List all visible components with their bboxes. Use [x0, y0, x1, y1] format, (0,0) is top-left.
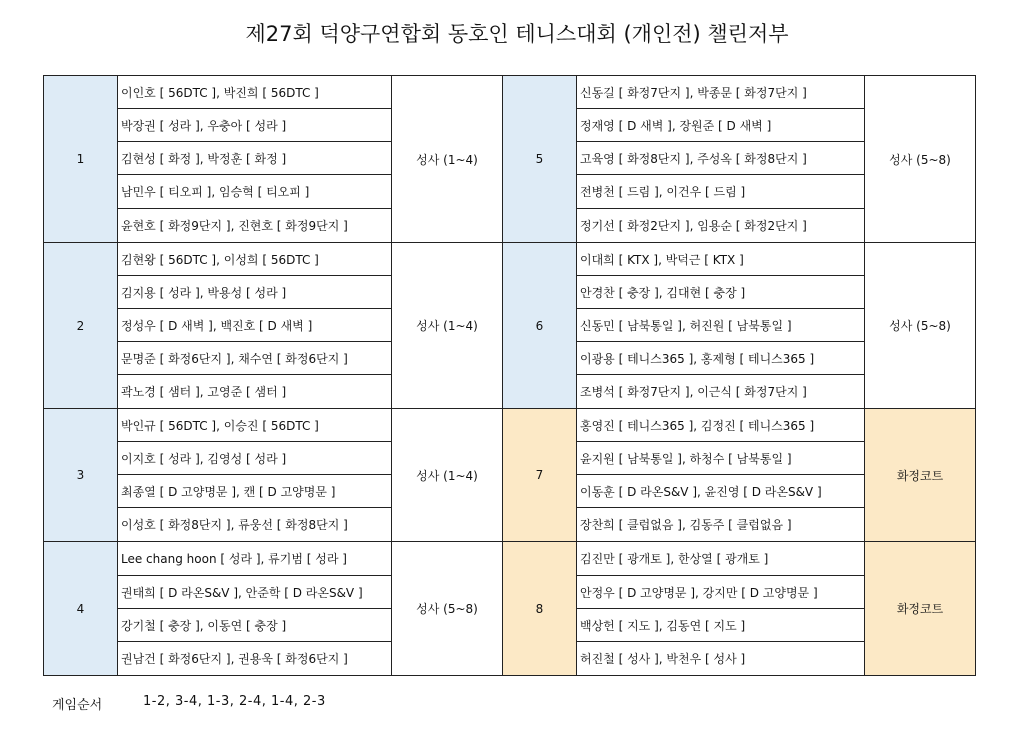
- player-pair: 윤현호 [ 화정9단지 ], 진현호 [ 화정9단지 ]: [118, 209, 392, 243]
- player-pair: 이지호 [ 성라 ], 김영성 [ 성라 ]: [118, 442, 392, 475]
- player-pair: 문명준 [ 화정6단지 ], 채수연 [ 화정6단지 ]: [118, 342, 392, 375]
- group-number: 8: [503, 542, 577, 676]
- player-pair: 안정우 [ D 고양명문 ], 강지만 [ D 고양명문 ]: [577, 576, 865, 609]
- player-pair: 허진철 [ 성사 ], 박천우 [ 성사 ]: [577, 642, 865, 676]
- player-pair: 강기철 [ 충장 ], 이동연 [ 충장 ]: [118, 609, 392, 642]
- player-pair: 홍영진 [ 테니스365 ], 김정진 [ 테니스365 ]: [577, 409, 865, 442]
- group-number: 7: [503, 409, 577, 542]
- player-pair: Lee chang hoon [ 성라 ], 류기범 [ 성라 ]: [118, 542, 392, 576]
- group-number: 5: [503, 76, 577, 243]
- group-venue: 화정코트: [865, 542, 976, 676]
- player-pair: 정기선 [ 화정2단지 ], 임용순 [ 화정2단지 ]: [577, 209, 865, 243]
- group-number: 4: [44, 542, 118, 676]
- player-pair: 박인규 [ 56DTC ], 이승진 [ 56DTC ]: [118, 409, 392, 442]
- player-pair: 김지용 [ 성라 ], 박용성 [ 성라 ]: [118, 276, 392, 309]
- player-pair: 권남건 [ 화정6단지 ], 권용욱 [ 화정6단지 ]: [118, 642, 392, 676]
- game-order-label: 게임순서: [52, 698, 103, 713]
- player-pair: 곽노경 [ 샘터 ], 고영준 [ 샘터 ]: [118, 375, 392, 409]
- bracket-table: [43, 75, 976, 676]
- game-order-sequence: 1-2, 3-4, 1-3, 2-4, 1-4, 2-3: [143, 694, 326, 709]
- player-pair: 김현성 [ 화정 ], 박정훈 [ 화정 ]: [118, 142, 392, 175]
- player-pair: 박장권 [ 성라 ], 우충아 [ 성라 ]: [118, 109, 392, 142]
- player-pair: 김현왕 [ 56DTC ], 이성희 [ 56DTC ]: [118, 243, 392, 276]
- player-pair: 최종열 [ D 고양명문 ], 캔 [ D 고양명문 ]: [118, 475, 392, 508]
- group-venue: 성사 (1~4): [392, 243, 503, 409]
- group-row: [44, 409, 976, 442]
- player-pair: 조병석 [ 화정7단지 ], 이근식 [ 화정7단지 ]: [577, 375, 865, 409]
- group-row: [44, 542, 976, 576]
- player-pair: 신동민 [ 남북통일 ], 허진원 [ 남북통일 ]: [577, 309, 865, 342]
- group-venue: 화정코트: [865, 409, 976, 542]
- group-number: 1: [44, 76, 118, 243]
- group-venue: 성사 (1~4): [392, 76, 503, 243]
- player-pair: 권태희 [ D 라온S&V ], 안준학 [ D 라온S&V ]: [118, 576, 392, 609]
- group-number: 2: [44, 243, 118, 409]
- group-venue: 성사 (1~4): [392, 409, 503, 542]
- player-pair: 이동훈 [ D 라온S&V ], 윤진영 [ D 라온S&V ]: [577, 475, 865, 508]
- group-number: 3: [44, 409, 118, 542]
- player-pair: 남민우 [ 티오피 ], 임승혁 [ 티오피 ]: [118, 175, 392, 209]
- player-pair: 김진만 [ 광개토 ], 한상열 [ 광개토 ]: [577, 542, 865, 576]
- player-pair: 백상헌 [ 지도 ], 김동연 [ 지도 ]: [577, 609, 865, 642]
- player-pair: 정재영 [ D 새벽 ], 장원준 [ D 새벽 ]: [577, 109, 865, 142]
- player-pair: 장찬희 [ 클럽없음 ], 김동주 [ 클럽없음 ]: [577, 508, 865, 542]
- player-pair: 이광용 [ 테니스365 ], 홍제형 [ 테니스365 ]: [577, 342, 865, 375]
- player-pair: 고육영 [ 화정8단지 ], 주성옥 [ 화정8단지 ]: [577, 142, 865, 175]
- group-number: 6: [503, 243, 577, 409]
- group-venue: 성사 (5~8): [865, 243, 976, 409]
- player-pair: 윤지원 [ 남북통일 ], 하청수 [ 남북통일 ]: [577, 442, 865, 475]
- group-row: [44, 76, 976, 109]
- page-title: 제27회 덕양구연합회 동호인 테니스대회 (개인전) 챌린저부: [245, 22, 789, 46]
- player-pair: 신동길 [ 화정7단지 ], 박종문 [ 화정7단지 ]: [577, 76, 865, 109]
- player-pair: 이대희 [ KTX ], 박덕근 [ KTX ]: [577, 243, 865, 276]
- group-venue: 성사 (5~8): [865, 76, 976, 243]
- group-venue: 성사 (5~8): [392, 542, 503, 676]
- player-pair: 안경찬 [ 충장 ], 김대현 [ 충장 ]: [577, 276, 865, 309]
- player-pair: 정성우 [ D 새벽 ], 백진호 [ D 새벽 ]: [118, 309, 392, 342]
- group-row: [44, 243, 976, 276]
- player-pair: 이인호 [ 56DTC ], 박진희 [ 56DTC ]: [118, 76, 392, 109]
- player-pair: 이성호 [ 화정8단지 ], 류웅선 [ 화정8단지 ]: [118, 508, 392, 542]
- player-pair: 전병천 [ 드림 ], 이건우 [ 드림 ]: [577, 175, 865, 209]
